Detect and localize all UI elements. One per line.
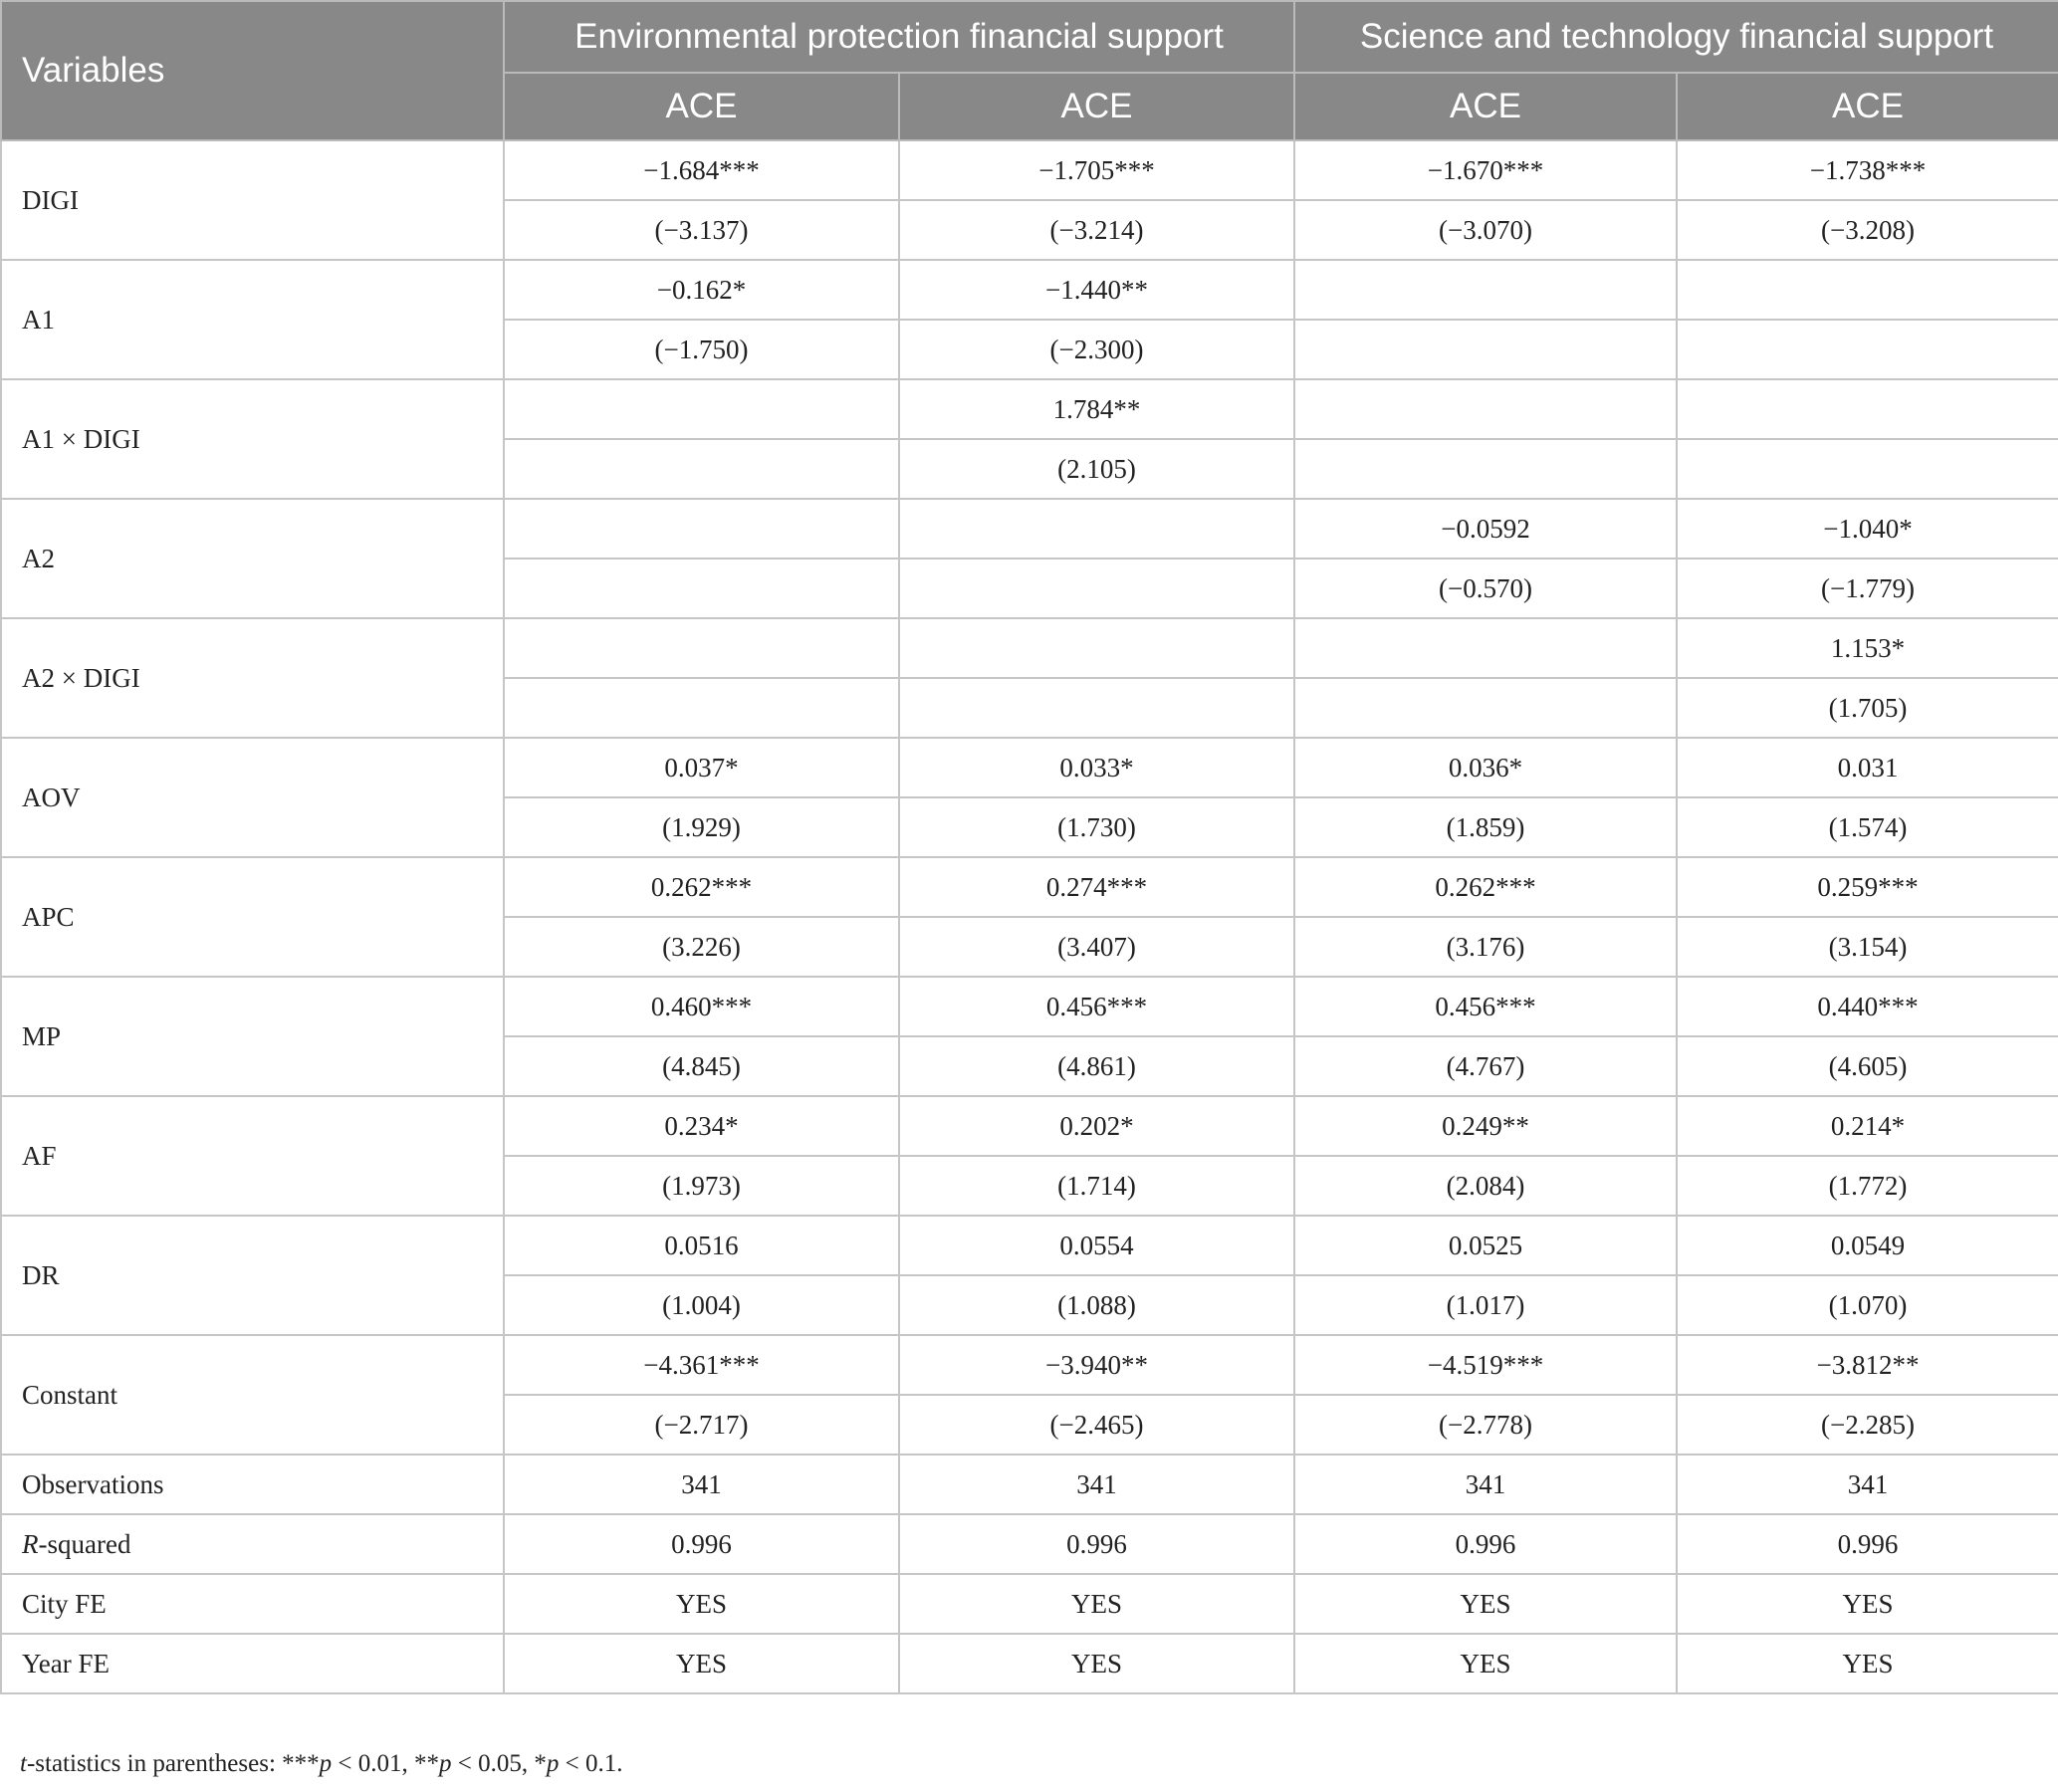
stat-cell: YES [1677, 1574, 2058, 1634]
tstat-cell: (1.705) [1677, 678, 2058, 738]
stat-cell: 0.996 [1677, 1514, 2058, 1574]
tstat-cell: (2.105) [899, 439, 1294, 499]
footnote-text: < 0.05, * [451, 1750, 547, 1777]
column-subheader: ACE [899, 73, 1294, 140]
tstat-cell: (4.845) [504, 1036, 899, 1096]
stat-cell: YES [899, 1574, 1294, 1634]
stat-cell: 341 [1294, 1455, 1677, 1514]
coef-row [1, 977, 2058, 1036]
tstat-cell [1677, 439, 2058, 499]
coef-cell: 1.784** [899, 379, 1294, 439]
tstat-cell [899, 678, 1294, 738]
coef-cell: −1.670*** [1294, 140, 1677, 200]
coef-cell [504, 499, 899, 559]
coef-row [1, 260, 2058, 320]
coef-cell [899, 499, 1294, 559]
coef-cell [1677, 379, 2058, 439]
variable-name: DIGI [1, 140, 504, 260]
group-header-science-technology: Science and technology financial support [1294, 1, 2058, 73]
stat-row-city-fe [1, 1574, 2058, 1634]
tstat-cell: (−3.208) [1677, 200, 2058, 260]
tstat-cell: (1.973) [504, 1156, 899, 1216]
tstat-cell: (−2.285) [1677, 1395, 2058, 1455]
table-footnote [20, 1750, 622, 1778]
tstat-cell: (−2.465) [899, 1395, 1294, 1455]
variable-name: A2 [1, 499, 504, 618]
variable-name: MP [1, 977, 504, 1096]
tstat-cell: (1.859) [1294, 797, 1677, 857]
tstat-cell: (−2.778) [1294, 1395, 1677, 1455]
coef-cell: −0.162* [504, 260, 899, 320]
variable-name: A1 [1, 260, 504, 379]
stat-name-italic: R [22, 1528, 39, 1559]
coef-cell [1294, 260, 1677, 320]
coef-row [1, 1216, 2058, 1275]
coef-cell: −4.361*** [504, 1335, 899, 1395]
column-subheader: ACE [1294, 73, 1677, 140]
column-subheader: ACE [1677, 73, 2058, 140]
footnote-p: p [546, 1750, 560, 1777]
coef-cell: 0.036* [1294, 738, 1677, 797]
tstat-cell: (4.861) [899, 1036, 1294, 1096]
coef-cell: 0.460*** [504, 977, 899, 1036]
tstat-cell: (3.176) [1294, 917, 1677, 977]
variable-name: A1 × DIGI [1, 379, 504, 499]
coef-cell: 0.0516 [504, 1216, 899, 1275]
tstat-cell: (3.407) [899, 917, 1294, 977]
coef-cell: −1.440** [899, 260, 1294, 320]
table-body [1, 140, 2058, 1693]
tstat-cell: (−1.779) [1677, 559, 2058, 618]
tstat-cell: (1.070) [1677, 1275, 2058, 1335]
variable-name: APC [1, 857, 504, 977]
stat-cell: YES [504, 1634, 899, 1693]
variables-header: Variables [1, 1, 504, 140]
tstat-cell: (1.730) [899, 797, 1294, 857]
stat-cell: YES [1294, 1634, 1677, 1693]
coef-cell: 0.440*** [1677, 977, 2058, 1036]
tstat-cell: (1.929) [504, 797, 899, 857]
stat-name: Year FE [1, 1634, 504, 1693]
coef-cell: −1.684*** [504, 140, 899, 200]
coef-cell: 0.234* [504, 1096, 899, 1156]
tstat-cell: (3.226) [504, 917, 899, 977]
tstat-cell: (1.088) [899, 1275, 1294, 1335]
coef-cell: −1.705*** [899, 140, 1294, 200]
coef-cell: 0.456*** [1294, 977, 1677, 1036]
tstat-cell [504, 439, 899, 499]
coef-cell: 0.037* [504, 738, 899, 797]
stat-cell: 0.996 [504, 1514, 899, 1574]
coef-cell [1294, 379, 1677, 439]
coef-cell [899, 618, 1294, 678]
tstat-cell [504, 678, 899, 738]
footnote-p: p [319, 1750, 333, 1777]
stat-cell: YES [899, 1634, 1294, 1693]
coef-row [1, 499, 2058, 559]
footnote-p: p [439, 1750, 452, 1777]
tstat-cell: (−3.214) [899, 200, 1294, 260]
tstat-cell: (4.605) [1677, 1036, 2058, 1096]
coef-cell: −4.519*** [1294, 1335, 1677, 1395]
stat-cell: 341 [504, 1455, 899, 1514]
coef-cell: −0.0592 [1294, 499, 1677, 559]
tstat-cell [1294, 320, 1677, 379]
coef-cell: −1.738*** [1677, 140, 2058, 200]
coef-cell: 0.249** [1294, 1096, 1677, 1156]
stat-row-observations [1, 1455, 2058, 1514]
tstat-cell [504, 559, 899, 618]
variable-name: AF [1, 1096, 504, 1216]
coef-cell [504, 618, 899, 678]
tstat-cell [1294, 439, 1677, 499]
coef-cell: 0.0549 [1677, 1216, 2058, 1275]
tstat-cell: (1.714) [899, 1156, 1294, 1216]
stat-cell: 341 [1677, 1455, 2058, 1514]
footnote-text: < 0.1. [559, 1750, 623, 1777]
coef-cell: 0.031 [1677, 738, 2058, 797]
coef-cell: 0.214* [1677, 1096, 2058, 1156]
coef-row [1, 379, 2058, 439]
stat-cell: YES [504, 1574, 899, 1634]
tstat-cell [1677, 320, 2058, 379]
coef-cell [1677, 260, 2058, 320]
coef-cell: −1.040* [1677, 499, 2058, 559]
tstat-cell: (−2.717) [504, 1395, 899, 1455]
table-header [1, 1, 2058, 140]
tstat-cell: (−2.300) [899, 320, 1294, 379]
coef-cell: 0.262*** [1294, 857, 1677, 917]
tstat-cell: (−0.570) [1294, 559, 1677, 618]
footnote-text: -statistics in parentheses: *** [26, 1750, 320, 1777]
coef-cell: −3.940** [899, 1335, 1294, 1395]
coef-cell: 1.153* [1677, 618, 2058, 678]
group-header-environmental: Environmental protection financial support [504, 1, 1294, 73]
coef-row [1, 738, 2058, 797]
coef-cell: 0.0554 [899, 1216, 1294, 1275]
coef-cell [504, 379, 899, 439]
coef-row [1, 857, 2058, 917]
coef-row [1, 618, 2058, 678]
variable-name: DR [1, 1216, 504, 1335]
footnote-t: t [20, 1750, 27, 1777]
coef-cell: −3.812** [1677, 1335, 2058, 1395]
stat-row-r-squared [1, 1514, 2058, 1574]
coef-cell: 0.033* [899, 738, 1294, 797]
stat-name: City FE [1, 1574, 504, 1634]
variable-name: A2 × DIGI [1, 618, 504, 738]
coef-row [1, 1096, 2058, 1156]
tstat-cell: (−3.070) [1294, 200, 1677, 260]
tstat-cell: (1.004) [504, 1275, 899, 1335]
tstat-cell [899, 559, 1294, 618]
stat-cell: 0.996 [899, 1514, 1294, 1574]
coef-cell: 0.259*** [1677, 857, 2058, 917]
coef-cell [1294, 618, 1677, 678]
coef-cell: 0.202* [899, 1096, 1294, 1156]
column-subheader: ACE [504, 73, 899, 140]
stat-cell: 0.996 [1294, 1514, 1677, 1574]
variable-name: AOV [1, 738, 504, 857]
stat-cell: YES [1677, 1634, 2058, 1693]
coef-row [1, 140, 2058, 200]
coef-cell: 0.456*** [899, 977, 1294, 1036]
tstat-cell: (−1.750) [504, 320, 899, 379]
footnote-text: < 0.01, ** [332, 1750, 440, 1777]
coef-cell: 0.274*** [899, 857, 1294, 917]
stat-name-rest: -squared [38, 1528, 131, 1559]
tstat-cell: (1.017) [1294, 1275, 1677, 1335]
stat-cell: YES [1294, 1574, 1677, 1634]
tstat-cell: (1.574) [1677, 797, 2058, 857]
stat-cell: 341 [899, 1455, 1294, 1514]
stat-name: Observations [1, 1455, 504, 1514]
tstat-cell: (4.767) [1294, 1036, 1677, 1096]
tstat-cell [1294, 678, 1677, 738]
variable-name: Constant [1, 1335, 504, 1455]
tstat-cell: (2.084) [1294, 1156, 1677, 1216]
tstat-cell: (−3.137) [504, 200, 899, 260]
tstat-cell: (3.154) [1677, 917, 2058, 977]
tstat-cell: (1.772) [1677, 1156, 2058, 1216]
coef-row [1, 1335, 2058, 1395]
coef-cell: 0.262*** [504, 857, 899, 917]
stat-name [1, 1514, 504, 1574]
coef-cell: 0.0525 [1294, 1216, 1677, 1275]
stat-row-year-fe [1, 1634, 2058, 1693]
